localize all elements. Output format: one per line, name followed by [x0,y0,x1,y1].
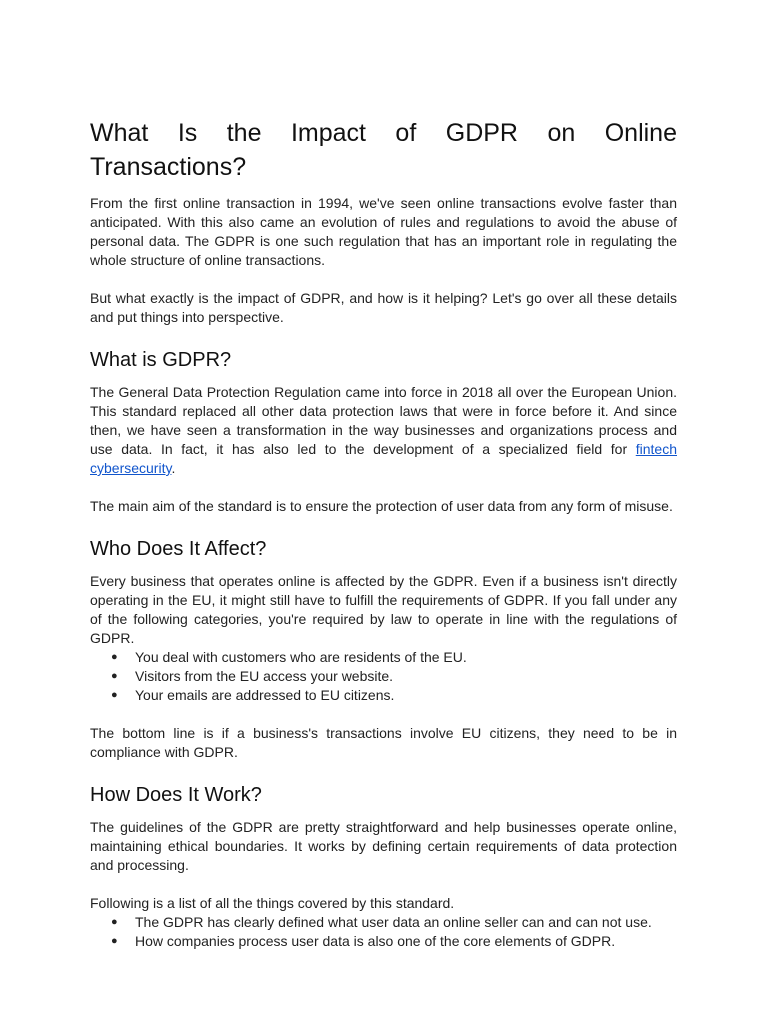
who-affected-paragraph-1: Every business that operates online is affected by the GDPR. Even if a business isn't directly operating in the EU, it might still have to fulfill the requirements of GDPR. If you fall under any of the following categories, you're required by law to operate in line with the regulations of GDPR. [90,573,677,646]
intro-paragraph-2: But what exactly is the impact of GDPR, and how is it helping? Let's go over all these details and put things into perspective. [90,290,677,325]
list-item [90,667,677,686]
fintech-cybersecurity-link[interactable]: fintech cybersecurity [90,441,677,476]
page-title-line-1: What Is the Impact of GDPR on Online [90,119,677,147]
list-item [90,913,677,932]
heading-what-is-gdpr: What is GDPR? [90,349,232,371]
what-is-gdpr-paragraph-2: The main aim of the standard is to ensure the protection of user data from any form of misuse. [90,498,673,514]
document-page [90,116,677,951]
intro-paragraph-1: From the first online transaction in 1994, we've seen online transactions evolve faster than anticipated. With this also came an evolution of rules and regulations to avoid the abuse of personal data. The GDPR is one such regulation that has an important role in regulating the whole structure of online transactions. [90,195,677,268]
list-item-text: You deal with customers who are residents of the EU. [135,649,467,665]
heading-how-does-it-work: How Does It Work? [90,784,262,806]
what-is-gdpr-paragraph-1-end: . [171,460,176,476]
list-item [90,686,677,705]
who-affected-bullet-list [90,648,677,705]
heading-who-does-it-affect: Who Does It Affect? [90,538,267,560]
what-is-gdpr-paragraph-1-text: The General Data Protection Regulation came into force in 2018 all over the European Union. This standard replaced all other data protection laws that were in force before it. And since then, we have seen a transformation in the way businesses and organizations process and use data. In fact, it has also led to the development of a specialized field for [90,384,677,457]
list-item-text: How companies process user data is also one of the core elements of GDPR. [135,933,616,949]
list-item-text: The GDPR has clearly defined what user data an online seller can and can not use. [135,914,652,930]
how-works-paragraph-1: The guidelines of the GDPR are pretty straightforward and help businesses operate online, maintaining ethical boundaries. It works by defining certain requirements of data protection and processing. [90,819,677,873]
page-title [90,116,677,184]
bullet-icon: ● [111,651,118,663]
what-is-gdpr-paragraph-1 [90,383,677,478]
list-item [90,648,677,667]
bullet-icon: ● [111,689,118,701]
list-item [90,932,677,951]
list-item-text: Visitors from the EU access your website. [135,668,394,684]
bullet-icon: ● [111,670,118,682]
page-title-line-2: Transactions? [90,153,247,181]
list-item-text: Your emails are addressed to EU citizens. [135,687,395,703]
how-works-bullet-list [90,913,677,951]
who-affected-paragraph-2: The bottom line is if a business's transactions involve EU citizens, they need to be in compliance with GDPR. [90,725,677,760]
bullet-icon: ● [111,916,118,928]
how-works-paragraph-2: Following is a list of all the things covered by this standard. [90,895,455,911]
bullet-icon: ● [111,935,118,947]
